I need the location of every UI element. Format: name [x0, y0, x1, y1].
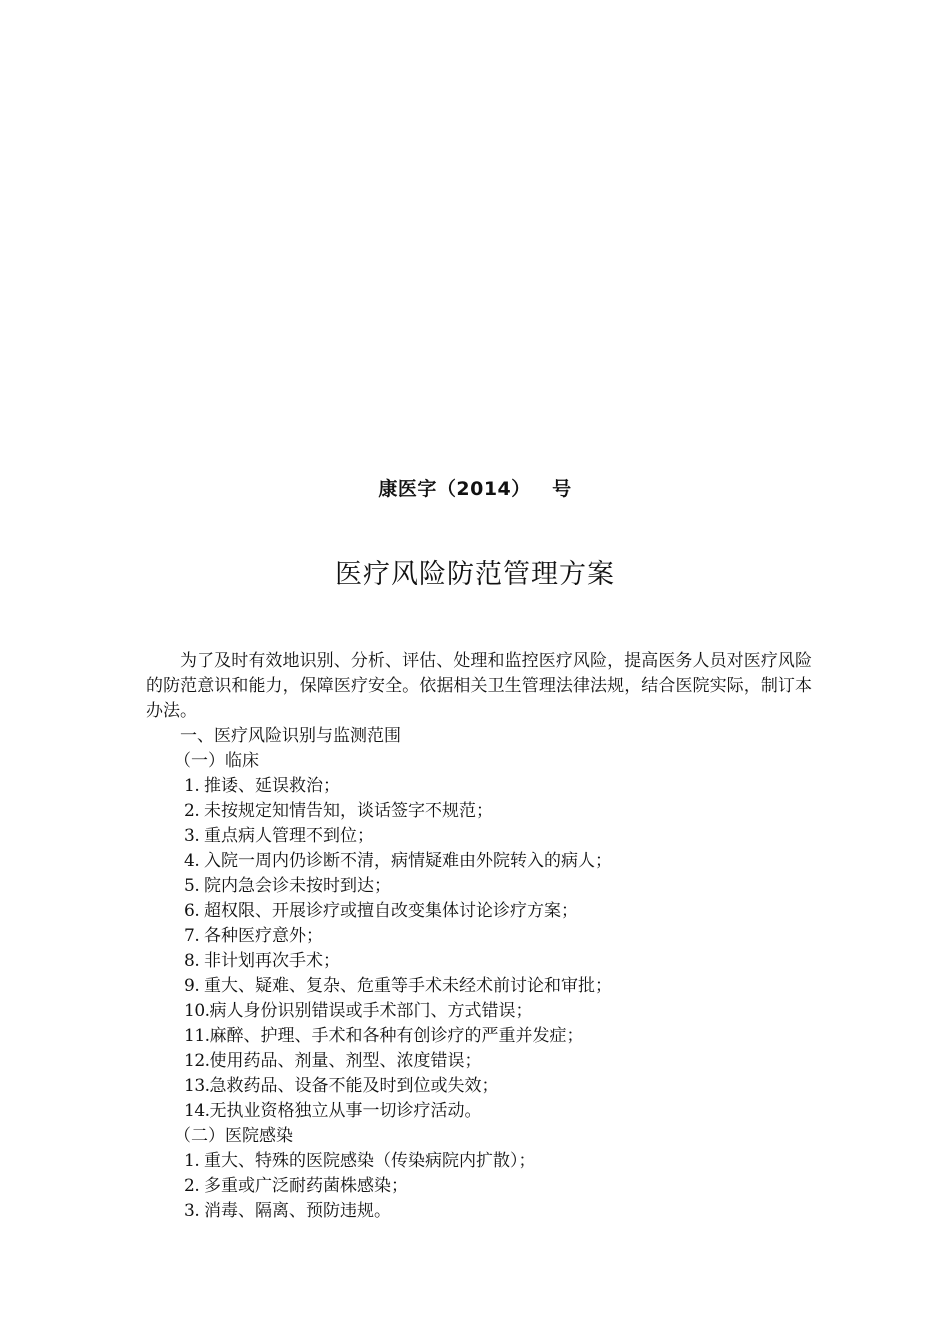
- item-text: 急救药品、设备不能及时到位或失效；: [209, 1076, 499, 1096]
- item-text: 重大、特殊的医院感染（传染病院内扩散）；: [204, 1151, 536, 1171]
- item-number: 3.: [184, 826, 200, 846]
- list-item: [146, 1074, 812, 1099]
- list-item: [146, 1099, 812, 1124]
- item-text: 多重或广泛耐药菌株感染；: [204, 1176, 408, 1196]
- list-item: [146, 949, 812, 974]
- item-text: 使用药品、剂量、剂型、浓度错误；: [209, 1051, 482, 1071]
- list-item: [146, 974, 812, 999]
- list-item: [146, 824, 812, 849]
- item-text: 推诿、延误救治；: [204, 776, 340, 796]
- document-title: 医疗风险防范管理方案: [335, 559, 615, 590]
- list-item: [146, 774, 812, 799]
- subsection-heading-clinical: （一）临床: [174, 751, 259, 771]
- infection-item-list: [146, 1149, 812, 1224]
- item-number: 11.: [184, 1026, 210, 1046]
- item-number: 2.: [184, 1176, 200, 1196]
- list-item: [146, 924, 812, 949]
- item-text: 未按规定知情告知，谈话签字不规范；: [204, 801, 493, 821]
- clinical-item-list: [146, 774, 812, 1124]
- list-item: [146, 1149, 812, 1174]
- item-number: 3.: [184, 1201, 200, 1221]
- list-item: [146, 799, 812, 824]
- item-text: 超权限、开展诊疗或擅自改变集体讨论诊疗方案；: [204, 901, 578, 921]
- document-body: [146, 649, 812, 1224]
- item-number: 14.: [184, 1101, 210, 1121]
- item-number: 2.: [184, 801, 200, 821]
- item-text: 无执业资格独立从事一切诊疗活动。: [209, 1101, 482, 1121]
- list-item: [146, 874, 812, 899]
- item-text: 入院一周内仍诊断不清，病情疑难由外院转入的病人；: [204, 851, 612, 871]
- item-number: 1.: [184, 1151, 200, 1171]
- item-text: 重大、疑难、复杂、危重等手术未经术前讨论和审批；: [204, 976, 612, 996]
- item-text: 重点病人管理不到位；: [204, 826, 374, 846]
- item-number: 5.: [184, 876, 200, 896]
- item-number: 12.: [184, 1051, 210, 1071]
- item-number: 7.: [184, 926, 200, 946]
- document-number: 康医字（2014） 号: [378, 478, 572, 500]
- item-text: 各种医疗意外；: [204, 926, 323, 946]
- item-number: 6.: [184, 901, 200, 921]
- item-text: 院内急会诊未按时到达；: [204, 876, 391, 896]
- item-number: 1.: [184, 776, 200, 796]
- item-number: 9.: [184, 976, 200, 996]
- item-text: 非计划再次手术；: [204, 951, 340, 971]
- item-number: 4.: [184, 851, 200, 871]
- item-text: 消毒、隔离、预防违规。: [204, 1201, 391, 1221]
- list-item: [146, 899, 812, 924]
- item-number: 13.: [184, 1076, 210, 1096]
- item-number: 8.: [184, 951, 200, 971]
- list-item: [146, 849, 812, 874]
- list-item: [146, 999, 812, 1024]
- list-item: [146, 1024, 812, 1049]
- list-item: [146, 1049, 812, 1074]
- section-heading-risk-identification: 一、医疗风险识别与监测范围: [180, 726, 401, 746]
- subsection-heading-hospital-infection: （二）医院感染: [174, 1126, 293, 1146]
- list-item: [146, 1174, 812, 1199]
- intro-paragraph: 为了及时有效地识别、分析、评估、处理和监控医疗风险，提高医务人员对医疗风险的防范意识和能力，保障医疗安全。依据相关卫生管理法律法规，结合医院实际，制订本办法。: [146, 651, 812, 721]
- item-text: 病人身份识别错误或手术部门、方式错误；: [209, 1001, 533, 1021]
- item-text: 麻醉、护理、手术和各种有创诊疗的严重并发症；: [209, 1026, 584, 1046]
- item-number: 10.: [184, 1001, 210, 1021]
- list-item: [146, 1199, 812, 1224]
